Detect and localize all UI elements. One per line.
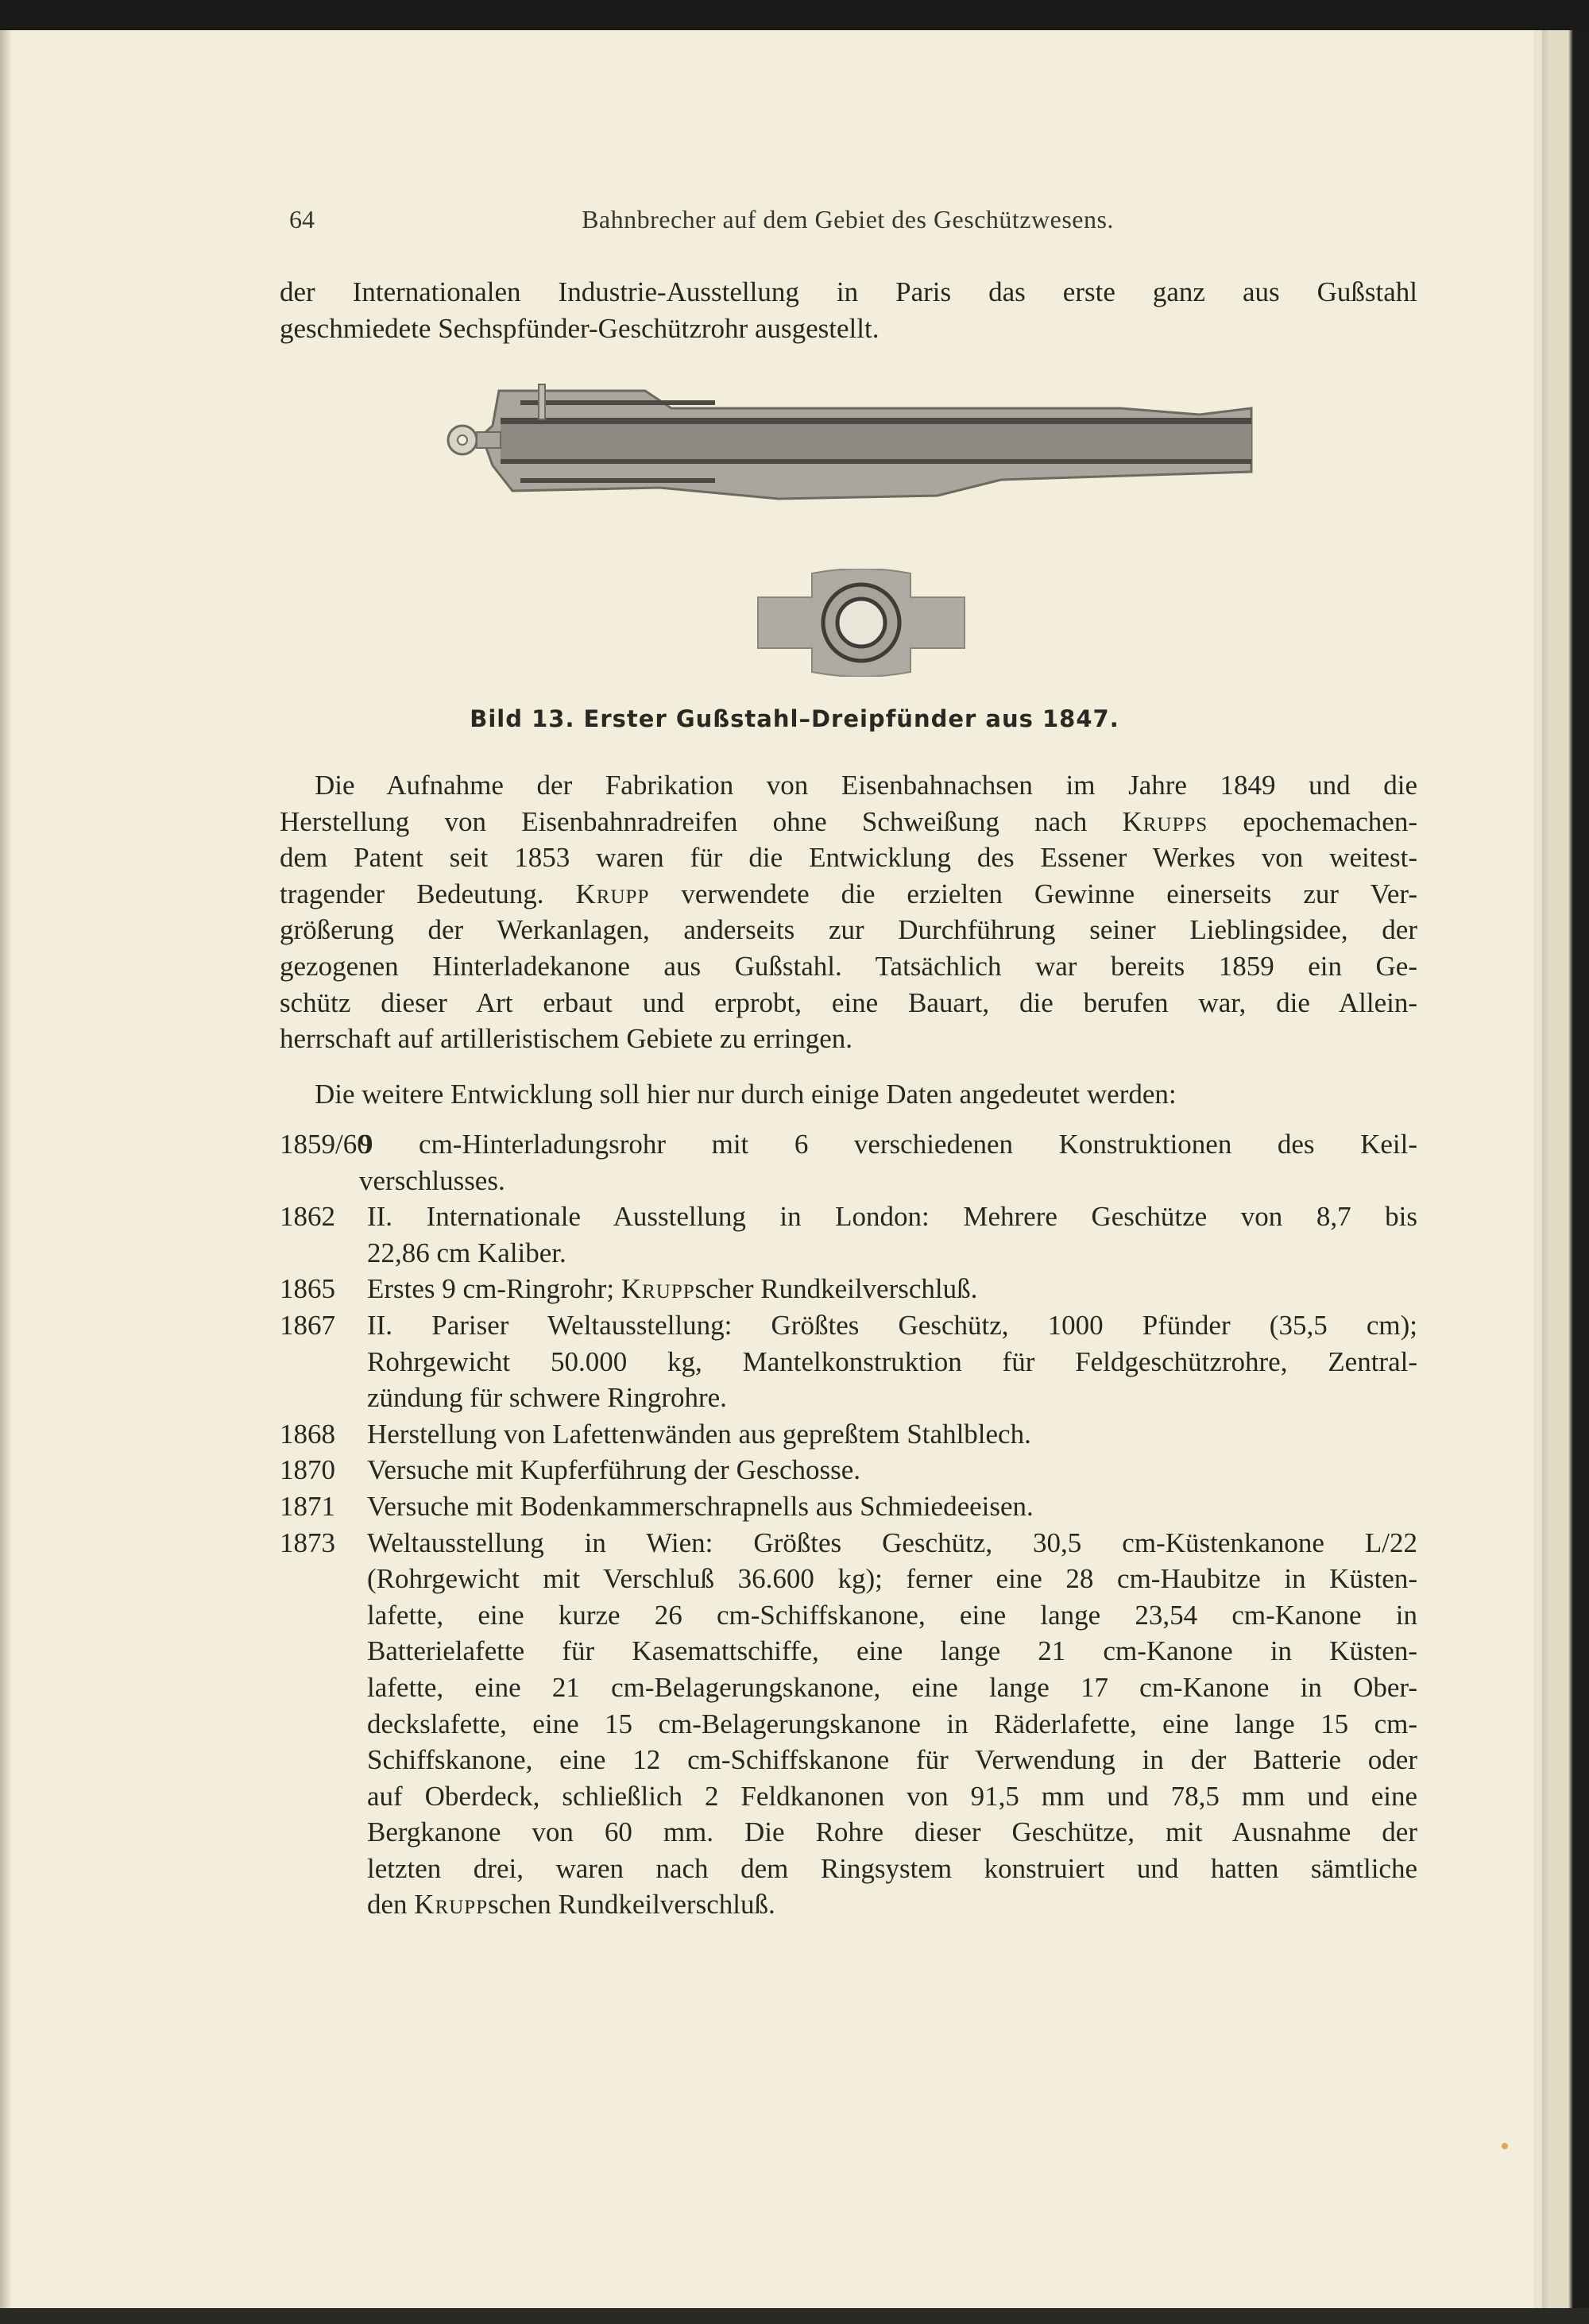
text-line: Die weitere Entwicklung soll hier nur durch einige Daten angedeutet werden: — [315, 1079, 1177, 1110]
scan-top-border — [0, 0, 1589, 30]
timeline-year: 1867 — [280, 1309, 335, 1341]
timeline-year: 1862 — [280, 1201, 335, 1233]
timeline-text — [367, 1488, 1417, 1525]
text-line: gezogenen Hinterladekanone aus Gußstahl. Tatsächlich war bereits 1859 ein Ge- — [280, 950, 1417, 982]
timeline-entry — [280, 1271, 1417, 1307]
text-line: lafette, eine kurze 26 cm-Schiffskanone, eine lange 23,54 cm-Kanone in — [367, 1599, 1417, 1631]
figure-caption: Bild 13. Erster Gußstahl–Dreipfünder aus 1847. — [470, 705, 1119, 732]
page-header — [280, 205, 1416, 240]
timeline-year: 1873 — [280, 1527, 335, 1558]
timeline-text — [367, 1307, 1417, 1416]
text-line: tragender Bedeutung. Krupp verwendete die erzielten Gewinne einerseits zur Ver- — [280, 878, 1417, 909]
text-line: geschmiedete Sechspfünder-Geschützrohr ausgestellt. — [280, 312, 880, 344]
text-line: II. Pariser Weltausstellung: Größtes Geschütz, 1000 Pfünder (35,5 cm); — [367, 1309, 1417, 1341]
timeline-entry — [280, 1416, 1417, 1453]
text-line: Die Aufnahme der Fabrikation von Eisenbahnachsen im Jahre 1849 und die — [315, 770, 1417, 801]
text-line: 9 cm-Hinterladungsrohr mit 6 verschiedenen Konstruktionen des Keil- — [359, 1129, 1417, 1160]
cannon-cross-section-illustration — [756, 569, 966, 677]
text-line: zündung für schwere Ringrohre. — [367, 1382, 727, 1414]
timeline-list — [280, 1126, 1417, 1923]
page-number: 64 — [289, 205, 315, 234]
timeline-year: 1871 — [280, 1490, 335, 1522]
text-line: lafette, eine 21 cm-Belagerungskanone, eine lange 17 cm-Kanone in Ober- — [367, 1671, 1417, 1703]
timeline-text — [367, 1452, 1417, 1488]
timeline-text — [359, 1126, 1417, 1199]
timeline-entry — [280, 1488, 1417, 1525]
text-line: Bergkanone von 60 mm. Die Rohre dieser Geschütze, mit Ausnahme der — [367, 1816, 1417, 1848]
text-line: Herstellung von Lafettenwänden aus gepreßtem Stahlblech. — [367, 1418, 1031, 1450]
timeline-year: 1868 — [280, 1418, 335, 1450]
scan-speck — [1502, 2143, 1508, 2149]
text-line: größerung der Werkanlagen, anderseits zur Durchführung seiner Lieblingsidee, der — [280, 914, 1417, 946]
text-line: Schiffskanone, eine 12 cm-Schiffskanone für Verwendung in der Batterie oder — [367, 1744, 1417, 1776]
timeline-year: 1870 — [280, 1454, 335, 1486]
text-line: 22,86 cm Kaliber. — [367, 1237, 566, 1268]
cannon-longitudinal-section-illustration — [445, 376, 1255, 513]
small-caps-name: Krupp — [575, 878, 650, 909]
scan-bottom-border — [0, 2308, 1589, 2324]
text-line: den Kruppschen Rundkeilverschluß. — [367, 1889, 775, 1921]
paragraph-1 — [280, 767, 1417, 1057]
text-line: II. Internationale Ausstellung in London: Mehrere Geschütze von 8,7 bis — [367, 1201, 1417, 1233]
timeline-entry — [280, 1307, 1417, 1416]
intro-text — [280, 274, 1417, 346]
timeline-text — [367, 1271, 1417, 1307]
timeline-year: 1865 — [280, 1273, 335, 1305]
page-right-edge — [1533, 30, 1589, 2324]
timeline-entry — [280, 1199, 1417, 1271]
small-caps-name: Krupps — [1122, 805, 1208, 837]
running-title: Bahnbrecher auf dem Gebiet des Geschützwesens. — [582, 205, 1114, 234]
paragraph-2 — [280, 1076, 1417, 1113]
text-line: Erstes 9 cm-Ringrohr; Kruppscher Rundkeilverschluß. — [367, 1273, 978, 1305]
timeline-text — [367, 1525, 1417, 1924]
timeline-entry — [280, 1525, 1417, 1924]
small-caps-name: Krupp — [414, 1889, 489, 1921]
page-left-edge — [0, 30, 11, 2324]
timeline-year: 1859/60 — [280, 1129, 371, 1160]
text-line: dem Patent seit 1853 waren für die Entwicklung des Essener Werkes von weitest- — [280, 842, 1417, 874]
text-line: Versuche mit Kupferführung der Geschosse. — [367, 1454, 861, 1486]
text-line: letzten drei, waren nach dem Ringsystem konstruiert und hatten sämtliche — [367, 1852, 1417, 1884]
text-line: der Internationalen Industrie-Ausstellung in Paris das erste ganz aus Gußstahl — [280, 276, 1417, 307]
timeline-entry — [280, 1452, 1417, 1488]
text-line: deckslafette, eine 15 cm-Belagerungskanone in Räderlafette, eine lange 15 cm- — [367, 1708, 1417, 1739]
text-line: Herstellung von Eisenbahnradreifen ohne Schweißung nach Krupps epochemachen- — [280, 805, 1417, 837]
text-line: auf Oberdeck, schließlich 2 Feldkanonen von 91,5 mm und 78,5 mm und eine — [367, 1780, 1417, 1812]
small-caps-name: Krupp — [621, 1273, 695, 1305]
timeline-text — [367, 1416, 1417, 1453]
text-line: Batterielafette für Kasemattschiffe, eine lange 21 cm-Kanone in Küsten- — [367, 1635, 1417, 1667]
text-line: schütz dieser Art erbaut und erprobt, eine Bauart, die berufen war, die Allein- — [280, 986, 1417, 1018]
timeline-entry — [280, 1126, 1417, 1199]
timeline-text — [367, 1199, 1417, 1271]
text-line: Weltausstellung in Wien: Größtes Geschütz, 30,5 cm-Küstenkanone L/22 — [367, 1527, 1417, 1558]
text-line: (Rohrgewicht mit Verschluß 36.600 kg); ferner eine 28 cm-Haubitze in Küsten- — [367, 1563, 1417, 1595]
text-line: Versuche mit Bodenkammerschrapnells aus Schmiedeeisen. — [367, 1490, 1034, 1522]
text-line: herrschaft auf artilleristischem Gebiete zu erringen. — [280, 1023, 853, 1055]
text-line: Rohrgewicht 50.000 kg, Mantelkonstruktion für Feldgeschützrohre, Zentral- — [367, 1345, 1417, 1377]
text-line: verschlusses. — [359, 1164, 505, 1196]
